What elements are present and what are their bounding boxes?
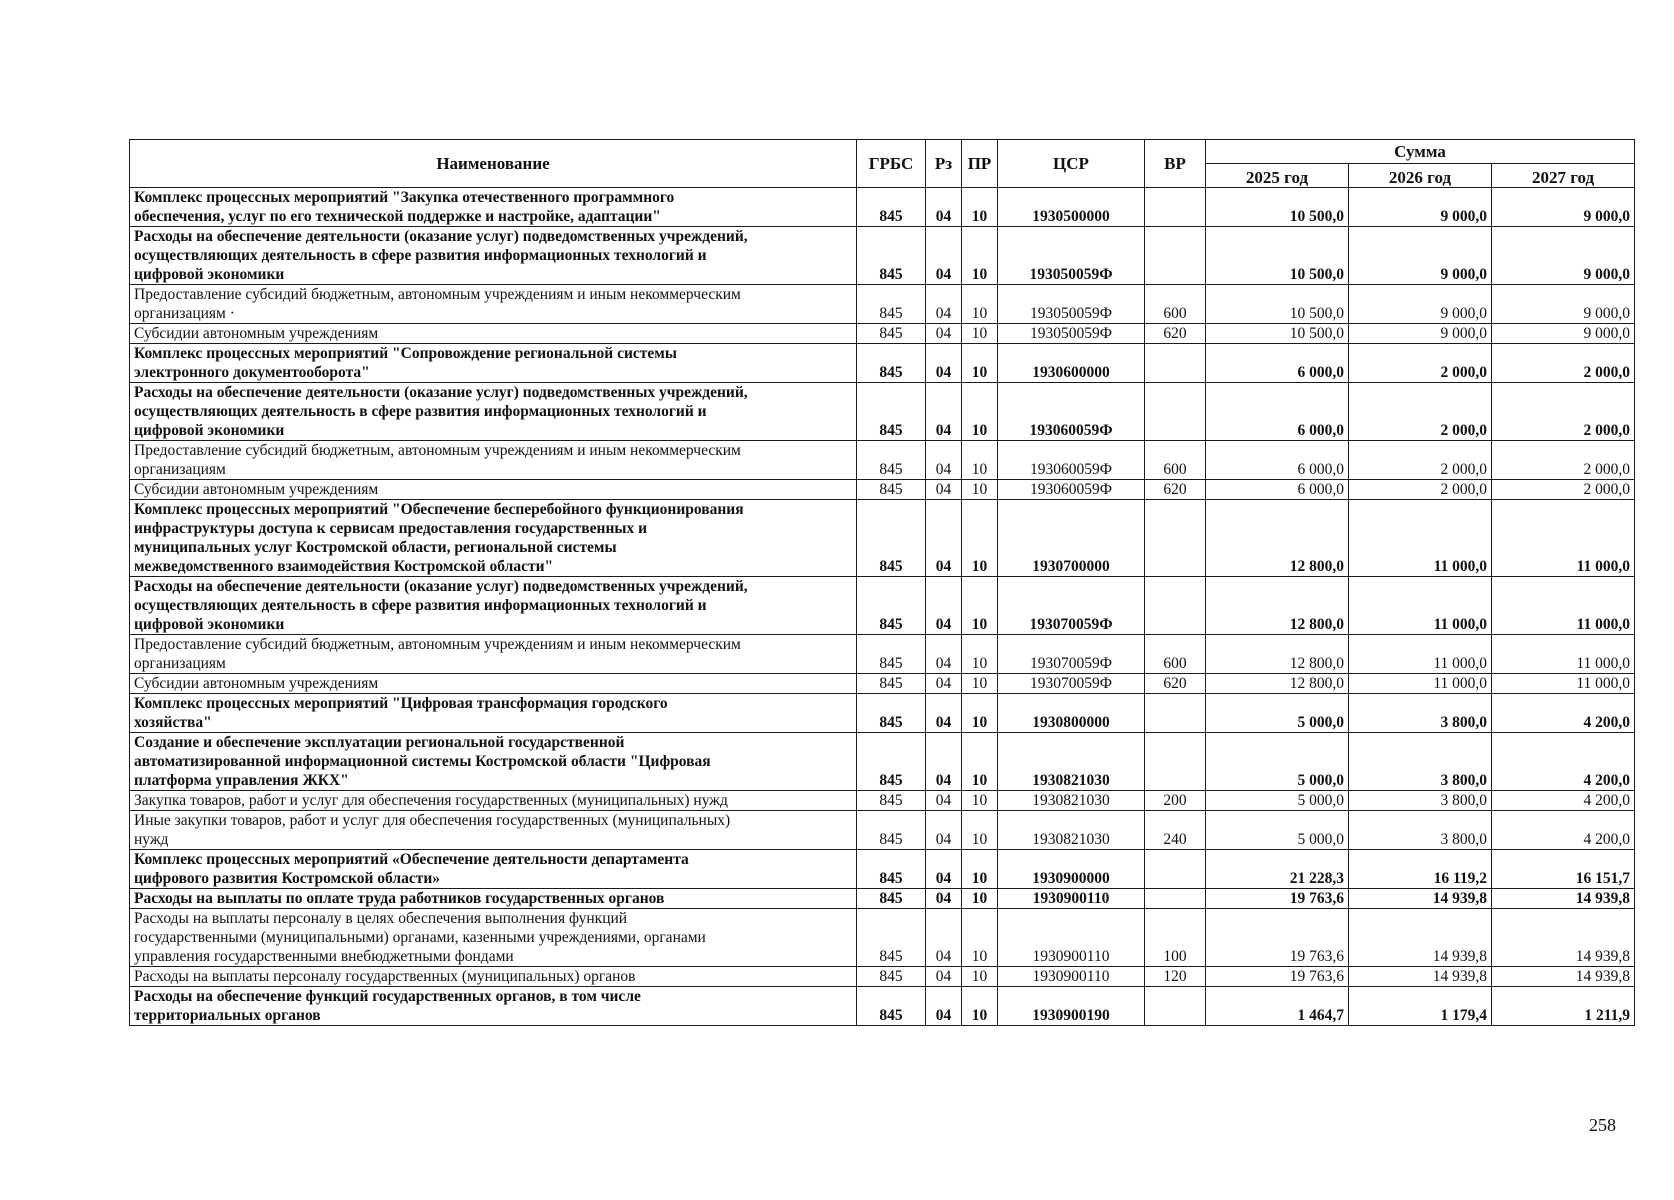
cell-rz: 04 (926, 227, 962, 285)
cell-rz: 04 (926, 383, 962, 441)
cell-2026: 9 000,0 (1349, 324, 1492, 344)
cell-vr (1145, 987, 1206, 1026)
cell-2026: 9 000,0 (1349, 285, 1492, 324)
cell-pr: 10 (962, 383, 998, 441)
cell-2026: 11 000,0 (1349, 577, 1492, 635)
table-row (130, 791, 1635, 811)
table-row (130, 987, 1635, 1026)
header-2026: 2026 год (1349, 164, 1492, 188)
cell-grbs: 845 (857, 987, 926, 1026)
cell-2025: 6 000,0 (1206, 344, 1349, 383)
cell-2025: 5 000,0 (1206, 694, 1349, 733)
cell-name: Расходы на выплаты персоналу государственных (муниципальных) органов (130, 967, 857, 987)
cell-rz: 04 (926, 811, 962, 850)
cell-2025: 19 763,6 (1206, 889, 1349, 909)
cell-csr: 193070059Ф (998, 635, 1145, 674)
cell-grbs: 845 (857, 967, 926, 987)
cell-vr (1145, 694, 1206, 733)
cell-vr: 240 (1145, 811, 1206, 850)
cell-pr: 10 (962, 811, 998, 850)
header-name: Наименование (130, 140, 857, 188)
cell-pr: 10 (962, 909, 998, 967)
cell-2026: 14 939,8 (1349, 967, 1492, 987)
header-grbs: ГРБС (857, 140, 926, 188)
cell-name: Закупка товаров, работ и услуг для обеспечения государственных (муниципальных) нужд (130, 791, 857, 811)
cell-rz: 04 (926, 500, 962, 577)
cell-2027: 4 200,0 (1492, 791, 1635, 811)
cell-name: Расходы на обеспечение деятельности (оказание услуг) подведомственных учреждений, осуществляющих деятельность в сфере развития информационных технологий и цифровой экономики (130, 577, 857, 635)
cell-grbs: 845 (857, 694, 926, 733)
cell-name: Расходы на обеспечение деятельности (оказание услуг) подведомственных учреждений, осуществляющих деятельность в сфере развития информационных технологий и цифровой экономики (130, 227, 857, 285)
cell-csr: 193050059Ф (998, 285, 1145, 324)
cell-2027: 9 000,0 (1492, 285, 1635, 324)
cell-vr (1145, 889, 1206, 909)
cell-grbs: 845 (857, 635, 926, 674)
cell-2026: 9 000,0 (1349, 188, 1492, 227)
cell-2025: 12 800,0 (1206, 577, 1349, 635)
header-2027: 2027 год (1492, 164, 1635, 188)
cell-vr: 620 (1145, 324, 1206, 344)
cell-grbs: 845 (857, 324, 926, 344)
cell-2027: 2 000,0 (1492, 344, 1635, 383)
cell-name: Предоставление субсидий бюджетным, автономным учреждениям и иным некоммерческим организациям · (130, 285, 857, 324)
cell-csr: 1930900110 (998, 967, 1145, 987)
cell-vr (1145, 500, 1206, 577)
cell-rz: 04 (926, 889, 962, 909)
cell-vr: 620 (1145, 674, 1206, 694)
table-row (130, 694, 1635, 733)
table-row (130, 383, 1635, 441)
cell-2027: 4 200,0 (1492, 733, 1635, 791)
table-row (130, 441, 1635, 480)
cell-2026: 3 800,0 (1349, 811, 1492, 850)
cell-2025: 1 464,7 (1206, 987, 1349, 1026)
cell-2027: 4 200,0 (1492, 811, 1635, 850)
cell-rz: 04 (926, 188, 962, 227)
table-row (130, 285, 1635, 324)
cell-grbs: 845 (857, 227, 926, 285)
cell-rz: 04 (926, 577, 962, 635)
table-row (130, 577, 1635, 635)
cell-name: Предоставление субсидий бюджетным, автономным учреждениям и иным некоммерческим организациям (130, 441, 857, 480)
header-2025: 2025 год (1206, 164, 1349, 188)
cell-2026: 16 119,2 (1349, 850, 1492, 889)
cell-2027: 1 211,9 (1492, 987, 1635, 1026)
cell-name: Комплекс процессных мероприятий "Закупка отечественного программного обеспечения, услуг по его технической поддержке и настройке, адаптации" (130, 188, 857, 227)
cell-grbs: 845 (857, 480, 926, 500)
cell-rz: 04 (926, 850, 962, 889)
cell-2026: 3 800,0 (1349, 694, 1492, 733)
cell-grbs: 845 (857, 285, 926, 324)
cell-pr: 10 (962, 285, 998, 324)
cell-grbs: 845 (857, 733, 926, 791)
cell-2026: 3 800,0 (1349, 733, 1492, 791)
cell-csr: 1930500000 (998, 188, 1145, 227)
cell-2025: 12 800,0 (1206, 500, 1349, 577)
cell-rz: 04 (926, 441, 962, 480)
cell-grbs: 845 (857, 188, 926, 227)
cell-grbs: 845 (857, 344, 926, 383)
cell-2026: 14 939,8 (1349, 889, 1492, 909)
cell-csr: 1930900190 (998, 987, 1145, 1026)
cell-2025: 5 000,0 (1206, 791, 1349, 811)
cell-rz: 04 (926, 635, 962, 674)
cell-2027: 11 000,0 (1492, 635, 1635, 674)
cell-rz: 04 (926, 694, 962, 733)
cell-2025: 5 000,0 (1206, 733, 1349, 791)
cell-vr: 600 (1145, 285, 1206, 324)
cell-2026: 11 000,0 (1349, 674, 1492, 694)
cell-2025: 10 500,0 (1206, 324, 1349, 344)
cell-vr (1145, 227, 1206, 285)
cell-csr: 1930700000 (998, 500, 1145, 577)
cell-2026: 2 000,0 (1349, 480, 1492, 500)
cell-vr (1145, 344, 1206, 383)
cell-rz: 04 (926, 285, 962, 324)
cell-2026: 2 000,0 (1349, 344, 1492, 383)
cell-2026: 14 939,8 (1349, 909, 1492, 967)
cell-2026: 3 800,0 (1349, 791, 1492, 811)
cell-grbs: 845 (857, 909, 926, 967)
cell-2026: 11 000,0 (1349, 500, 1492, 577)
cell-pr: 10 (962, 694, 998, 733)
table-row (130, 227, 1635, 285)
cell-csr: 1930821030 (998, 791, 1145, 811)
cell-2026: 1 179,4 (1349, 987, 1492, 1026)
cell-2025: 10 500,0 (1206, 188, 1349, 227)
table-row (130, 850, 1635, 889)
cell-2025: 6 000,0 (1206, 383, 1349, 441)
cell-2025: 19 763,6 (1206, 909, 1349, 967)
cell-csr: 193050059Ф (998, 227, 1145, 285)
cell-csr: 193060059Ф (998, 383, 1145, 441)
cell-vr (1145, 733, 1206, 791)
cell-name: Комплекс процессных мероприятий «Обеспечение деятельности департамента цифрового развития Костромской области» (130, 850, 857, 889)
cell-pr: 10 (962, 889, 998, 909)
cell-vr (1145, 850, 1206, 889)
cell-2027: 4 200,0 (1492, 694, 1635, 733)
table-row (130, 909, 1635, 967)
cell-name: Субсидии автономным учреждениям (130, 674, 857, 694)
cell-vr: 120 (1145, 967, 1206, 987)
table-row (130, 635, 1635, 674)
cell-csr: 1930821030 (998, 811, 1145, 850)
cell-2027: 9 000,0 (1492, 227, 1635, 285)
cell-2026: 11 000,0 (1349, 635, 1492, 674)
cell-csr: 193070059Ф (998, 674, 1145, 694)
cell-2027: 9 000,0 (1492, 188, 1635, 227)
cell-2027: 9 000,0 (1492, 324, 1635, 344)
table-row (130, 733, 1635, 791)
cell-2027: 14 939,8 (1492, 909, 1635, 967)
cell-name: Расходы на выплаты персоналу в целях обеспечения выполнения функций государственными (муниципальными) органами, казенными учреждениями, органами управления государственными внебюджетными фондами (130, 909, 857, 967)
cell-grbs: 845 (857, 674, 926, 694)
cell-vr: 600 (1145, 635, 1206, 674)
cell-grbs: 845 (857, 850, 926, 889)
cell-pr: 10 (962, 500, 998, 577)
cell-pr: 10 (962, 577, 998, 635)
cell-csr: 1930821030 (998, 733, 1145, 791)
cell-vr: 600 (1145, 441, 1206, 480)
header-rz: Рз (926, 140, 962, 188)
cell-2025: 6 000,0 (1206, 441, 1349, 480)
cell-pr: 10 (962, 227, 998, 285)
cell-pr: 10 (962, 441, 998, 480)
table-row (130, 674, 1635, 694)
cell-pr: 10 (962, 674, 998, 694)
cell-2025: 10 500,0 (1206, 227, 1349, 285)
cell-grbs: 845 (857, 383, 926, 441)
cell-name: Комплекс процессных мероприятий "Обеспечение бесперебойного функционирования инфраструктуры доступа к сервисам предоставления государственных и муниципальных услуг Костромской области, региональной системы межведомственного взаимодействия Костромской области" (130, 500, 857, 577)
cell-pr: 10 (962, 733, 998, 791)
cell-2027: 2 000,0 (1492, 480, 1635, 500)
cell-csr: 1930900110 (998, 909, 1145, 967)
cell-rz: 04 (926, 344, 962, 383)
cell-2026: 9 000,0 (1349, 227, 1492, 285)
cell-2027: 2 000,0 (1492, 441, 1635, 480)
table-header (130, 140, 1635, 188)
header-sum: Сумма (1206, 140, 1635, 164)
cell-name: Предоставление субсидий бюджетным, автономным учреждениям и иным некоммерческим организациям (130, 635, 857, 674)
cell-csr: 1930800000 (998, 694, 1145, 733)
cell-name: Расходы на обеспечение деятельности (оказание услуг) подведомственных учреждений, осуществляющих деятельность в сфере развития информационных технологий и цифровой экономики (130, 383, 857, 441)
cell-name: Субсидии автономным учреждениям (130, 480, 857, 500)
table-row (130, 480, 1635, 500)
cell-name: Комплекс процессных мероприятий "Сопровождение региональной системы электронного документооборота" (130, 344, 857, 383)
cell-grbs: 845 (857, 791, 926, 811)
cell-2025: 10 500,0 (1206, 285, 1349, 324)
cell-2027: 16 151,7 (1492, 850, 1635, 889)
cell-2026: 2 000,0 (1349, 383, 1492, 441)
cell-name: Расходы на выплаты по оплате труда работников государственных органов (130, 889, 857, 909)
cell-2027: 14 939,8 (1492, 889, 1635, 909)
cell-csr: 1930900110 (998, 889, 1145, 909)
cell-csr: 193060059Ф (998, 480, 1145, 500)
cell-grbs: 845 (857, 811, 926, 850)
cell-grbs: 845 (857, 889, 926, 909)
table-row (130, 188, 1635, 227)
table-row (130, 811, 1635, 850)
cell-pr: 10 (962, 850, 998, 889)
cell-rz: 04 (926, 987, 962, 1026)
header-pr: ПР (962, 140, 998, 188)
cell-pr: 10 (962, 791, 998, 811)
cell-rz: 04 (926, 733, 962, 791)
cell-2025: 21 228,3 (1206, 850, 1349, 889)
cell-pr: 10 (962, 967, 998, 987)
cell-grbs: 845 (857, 577, 926, 635)
cell-name: Создание и обеспечение эксплуатации региональной государственной автоматизированной информационной системы Костромской области "Цифровая платформа управления ЖКХ" (130, 733, 857, 791)
cell-2027: 11 000,0 (1492, 674, 1635, 694)
cell-csr: 1930900000 (998, 850, 1145, 889)
cell-2027: 2 000,0 (1492, 383, 1635, 441)
cell-rz: 04 (926, 909, 962, 967)
cell-2025: 12 800,0 (1206, 674, 1349, 694)
cell-pr: 10 (962, 987, 998, 1026)
table-row (130, 500, 1635, 577)
cell-csr: 193060059Ф (998, 441, 1145, 480)
cell-vr: 200 (1145, 791, 1206, 811)
table-row (130, 889, 1635, 909)
table-row (130, 967, 1635, 987)
header-csr: ЦСР (998, 140, 1145, 188)
cell-pr: 10 (962, 480, 998, 500)
cell-name: Иные закупки товаров, работ и услуг для обеспечения государственных (муниципальных) нужд (130, 811, 857, 850)
cell-2027: 11 000,0 (1492, 500, 1635, 577)
budget-table (129, 139, 1635, 1026)
cell-vr: 100 (1145, 909, 1206, 967)
cell-name: Комплекс процессных мероприятий "Цифровая трансформация городского хозяйства" (130, 694, 857, 733)
cell-csr: 193050059Ф (998, 324, 1145, 344)
cell-name: Расходы на обеспечение функций государственных органов, в том числе территориальных органов (130, 987, 857, 1026)
cell-vr (1145, 383, 1206, 441)
cell-pr: 10 (962, 344, 998, 383)
page-number: 258 (1589, 1115, 1616, 1135)
table-row (130, 344, 1635, 383)
cell-2027: 11 000,0 (1492, 577, 1635, 635)
cell-vr: 620 (1145, 480, 1206, 500)
cell-pr: 10 (962, 188, 998, 227)
cell-csr: 1930600000 (998, 344, 1145, 383)
cell-vr (1145, 577, 1206, 635)
cell-rz: 04 (926, 480, 962, 500)
cell-2027: 14 939,8 (1492, 967, 1635, 987)
cell-rz: 04 (926, 967, 962, 987)
cell-2026: 2 000,0 (1349, 441, 1492, 480)
cell-grbs: 845 (857, 500, 926, 577)
cell-2025: 19 763,6 (1206, 967, 1349, 987)
cell-2025: 6 000,0 (1206, 480, 1349, 500)
cell-csr: 193070059Ф (998, 577, 1145, 635)
cell-rz: 04 (926, 791, 962, 811)
cell-pr: 10 (962, 635, 998, 674)
cell-2025: 12 800,0 (1206, 635, 1349, 674)
cell-rz: 04 (926, 674, 962, 694)
cell-name: Субсидии автономным учреждениям (130, 324, 857, 344)
cell-rz: 04 (926, 324, 962, 344)
cell-pr: 10 (962, 324, 998, 344)
cell-grbs: 845 (857, 441, 926, 480)
cell-vr (1145, 188, 1206, 227)
header-vr: ВР (1145, 140, 1206, 188)
table-row (130, 324, 1635, 344)
table-body (130, 188, 1635, 1026)
cell-2025: 5 000,0 (1206, 811, 1349, 850)
